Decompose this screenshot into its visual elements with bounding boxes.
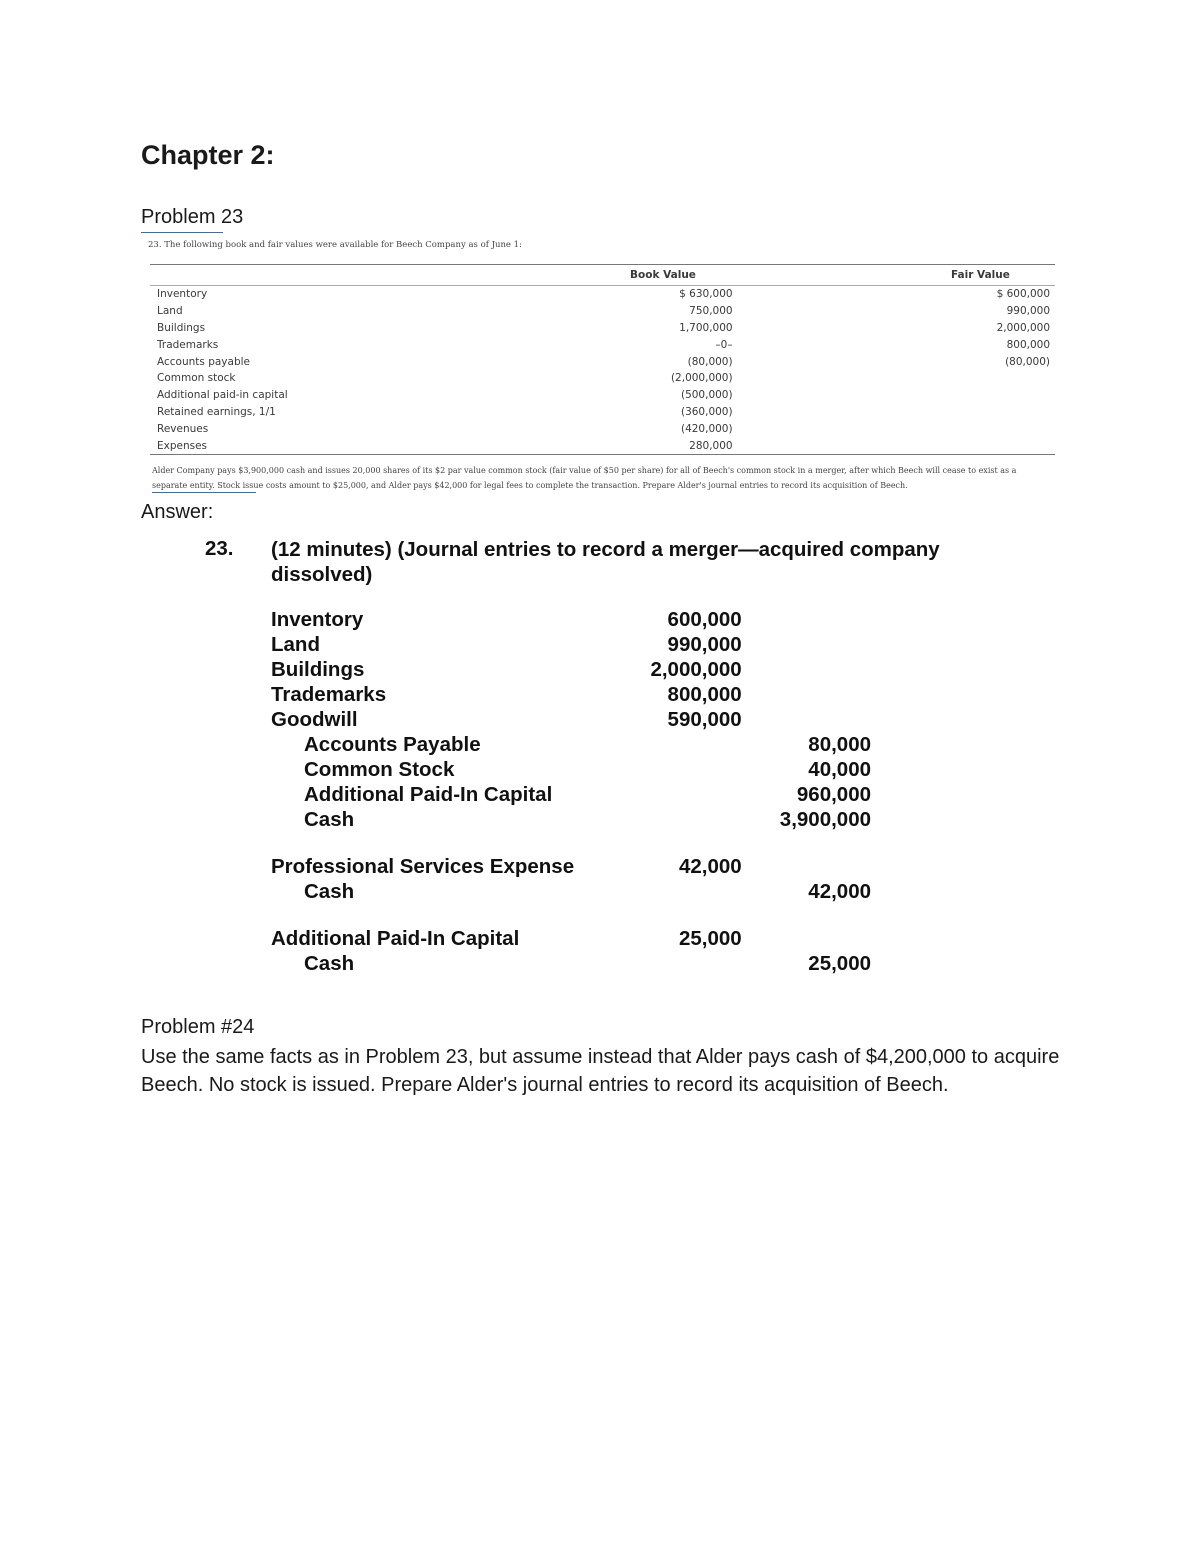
entry-credit	[742, 854, 871, 879]
header-book-value: Book Value	[630, 269, 696, 281]
journal-entry-row	[271, 657, 871, 682]
row-fair-value	[911, 370, 1050, 387]
table-row	[150, 353, 1055, 370]
table-row	[150, 387, 1055, 404]
journal-entry-row	[271, 732, 871, 757]
entry-account: Cash	[304, 808, 355, 831]
table-row	[150, 370, 1055, 387]
entry-spacer	[271, 904, 871, 926]
row-book-value: 750,000	[689, 305, 733, 318]
problem-24-text: Use the same facts as in Problem 23, but assume instead that Alder pays cash of $4,200,000 to acquire Beech. No stock is issued. Prepare Alder's journal entries to record its acquisition of Beech.	[141, 1046, 1060, 1096]
entry-debit	[631, 807, 742, 832]
answer-heading: Answer:	[141, 501, 214, 523]
table-row	[150, 404, 1055, 421]
entry-debit	[631, 782, 742, 807]
row-book-value: (420,000)	[680, 422, 733, 435]
entry-credit: 25,000	[808, 952, 871, 975]
header-blank	[150, 265, 593, 286]
entry-debit	[631, 732, 742, 757]
entry-debit: 42,000	[678, 855, 742, 878]
entry-account: Additional Paid-In Capital	[304, 783, 553, 806]
row-fair-value: 800,000	[1006, 338, 1051, 351]
table-row	[150, 420, 1055, 437]
entry-debit: 800,000	[667, 683, 742, 706]
entry-credit	[742, 607, 871, 632]
entry-account: Buildings	[271, 658, 365, 681]
table-row	[150, 336, 1055, 353]
header-fair-value: Fair Value	[950, 269, 1010, 281]
entry-debit	[631, 951, 742, 976]
problem-23-underline	[141, 232, 223, 233]
row-book-value: 1,700,000	[679, 321, 733, 334]
row-label: Common stock	[157, 372, 236, 385]
table-body	[150, 286, 1055, 455]
row-fair-value	[911, 387, 1050, 404]
journal-entries	[271, 607, 871, 976]
journal-entry-row	[271, 757, 871, 782]
entry-credit	[742, 632, 871, 657]
entry-spacer	[271, 832, 871, 854]
row-fair-value	[911, 420, 1050, 437]
chapter-title: Chapter 2:	[141, 140, 275, 170]
entry-debit: 590,000	[667, 708, 742, 731]
row-label: Land	[157, 305, 183, 318]
entry-account: Inventory	[271, 608, 364, 631]
entry-account: Additional Paid-In Capital	[271, 927, 520, 950]
entry-credit: 3,900,000	[779, 808, 871, 831]
row-book-value: $ 630,000	[679, 288, 733, 301]
entry-credit: 42,000	[808, 880, 871, 903]
row-book-value: –0–	[715, 338, 733, 351]
row-book-value: (2,000,000)	[670, 372, 733, 385]
entry-account: Common Stock	[304, 758, 455, 781]
row-label: Revenues	[157, 422, 209, 435]
journal-entry-row	[271, 632, 871, 657]
problem-23-paragraph-underline	[152, 492, 256, 493]
entry-credit: 40,000	[808, 758, 871, 781]
row-book-value: (80,000)	[687, 355, 733, 368]
journal-entry-row	[271, 607, 871, 632]
entry-account: Professional Services Expense	[271, 855, 575, 878]
entry-credit	[742, 926, 871, 951]
row-book-value: (360,000)	[680, 405, 733, 418]
entry-debit: 990,000	[667, 633, 742, 656]
row-label: Additional paid-in capital	[157, 389, 288, 402]
row-label: Expenses	[157, 439, 208, 452]
entry-account: Trademarks	[271, 683, 387, 706]
journal-entry-row	[271, 879, 871, 904]
journal-entry-row	[271, 807, 871, 832]
journal-entries-body	[271, 607, 871, 976]
entry-debit	[631, 879, 742, 904]
book-fair-value-table	[150, 264, 1055, 455]
row-book-value: 280,000	[689, 439, 733, 452]
row-label: Buildings	[157, 321, 206, 334]
problem-23-heading: Problem 23	[141, 206, 244, 228]
journal-entry-row	[271, 682, 871, 707]
row-label: Accounts payable	[157, 355, 250, 368]
entry-credit: 80,000	[808, 733, 871, 756]
row-book-value: (500,000)	[680, 389, 733, 402]
table-header-row	[150, 265, 1055, 286]
table-row	[150, 303, 1055, 320]
row-fair-value	[911, 437, 1050, 454]
problem-24-heading: Problem #24	[141, 1016, 255, 1038]
table-row	[150, 437, 1055, 454]
journal-entry-row	[271, 854, 871, 879]
row-fair-value	[911, 404, 1050, 421]
journal-entry-row	[271, 707, 871, 732]
journal-entry-row	[271, 926, 871, 951]
entry-credit: 960,000	[796, 783, 871, 806]
entry-account: Cash	[304, 952, 355, 975]
table-row	[150, 320, 1055, 337]
entry-account: Accounts Payable	[304, 733, 481, 756]
table-row	[150, 286, 1055, 303]
row-label: Inventory	[157, 288, 208, 301]
entry-debit: 2,000,000	[650, 658, 742, 681]
entry-account: Goodwill	[271, 708, 358, 731]
entry-credit	[742, 682, 871, 707]
problem-23-paragraph: Alder Company pays $3,900,000 cash and issues 20,000 shares of its $2 par value common stock (fair value of $50 per share) for all of Beech's common stock in a merger, after which Beech will cease to exist as a separate entity. Stock issue costs amount to $25,000, and Alder pays $42,000 for legal fees to complete the transaction. Prepare Alder's journal entries to record its acquisition of Beech.	[152, 466, 1017, 490]
row-fair-value: $ 600,000	[996, 288, 1051, 301]
solution-title: (12 minutes) (Journal entries to record a merger—acquired company dissolved)	[271, 538, 940, 586]
solution-number: 23.	[205, 537, 234, 560]
entry-credit	[742, 657, 871, 682]
row-fair-value: 990,000	[1006, 305, 1051, 318]
problem-23-intro: 23. The following book and fair values were available for Beech Company as of June 1:	[148, 240, 522, 250]
entry-account: Land	[271, 633, 320, 656]
row-label: Retained earnings, 1/1	[157, 405, 276, 418]
entry-credit	[742, 707, 871, 732]
row-fair-value: 2,000,000	[996, 321, 1051, 334]
entry-debit: 25,000	[678, 927, 742, 950]
entry-account: Cash	[304, 880, 355, 903]
entry-debit	[631, 757, 742, 782]
journal-entry-row	[271, 951, 871, 976]
row-fair-value: (80,000)	[1005, 355, 1051, 368]
row-label: Trademarks	[157, 338, 219, 351]
entry-debit: 600,000	[667, 608, 742, 631]
journal-entry-row	[271, 782, 871, 807]
